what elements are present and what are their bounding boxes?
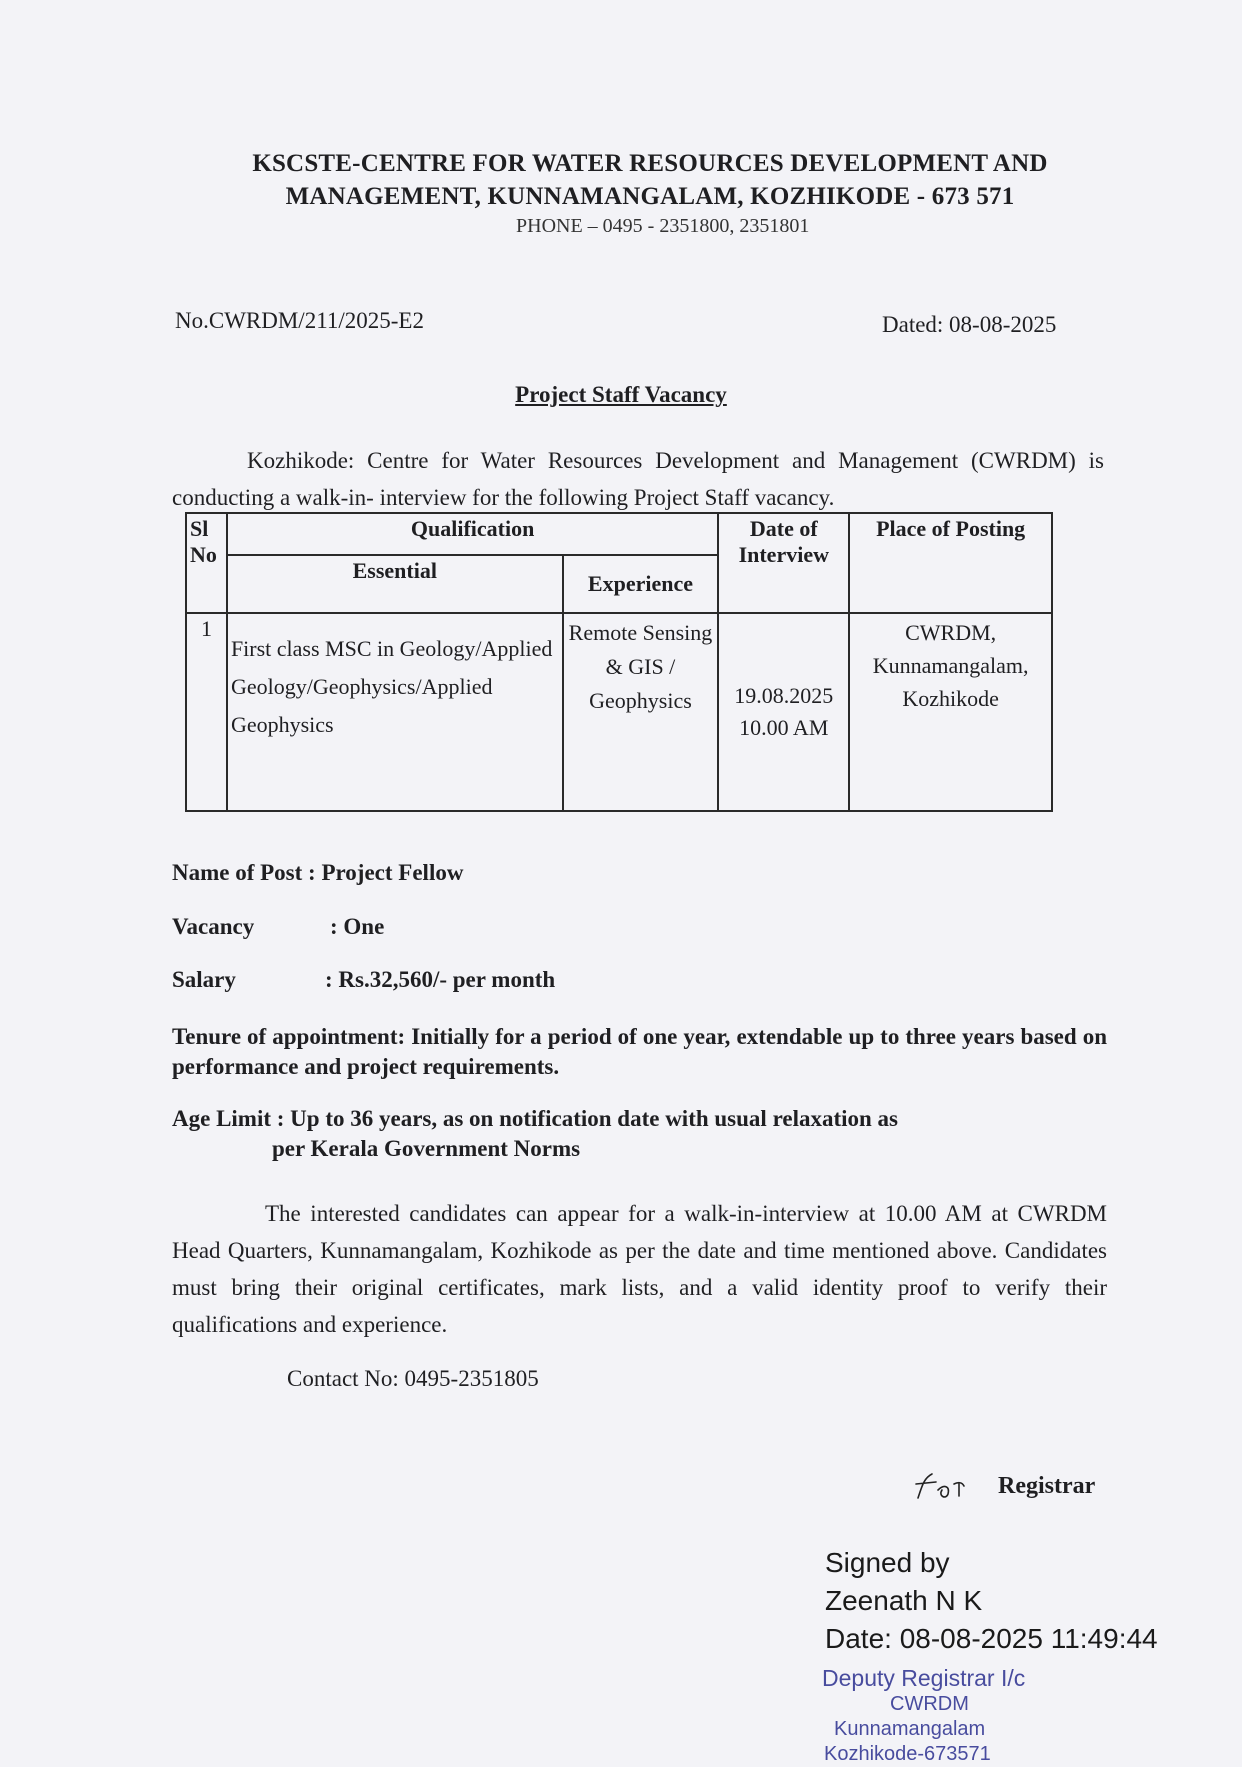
age-limit-value: Up to 36 years, as on notification date with usual relaxation as [290,1106,898,1131]
page-title: Project Staff Vacancy [515,382,727,407]
tenure-label: Tenure of appointment: [172,1024,406,1049]
post-value: Project Fellow [321,860,464,885]
signer-name: Zeenath N K [825,1585,983,1616]
handwritten-signature-icon [912,1468,987,1506]
stamp-pincode: Kozhikode-673571 [824,1743,991,1765]
table-row [186,613,1052,811]
digital-signature-block [825,1544,1158,1658]
age-limit-row [172,1106,898,1132]
registrar-label: Registrar [998,1473,1096,1499]
instructions-paragraph: The interested candidates can appear for a walk-in-interview at 10.00 AM at CWRDM Head Quarters, Kunnamangalam, Kozhikode as per the date and time mentioned above. Candidates must bring their original certificates, mark lists, and a valid identity proof to verify their qualifications and experience. [172,1201,1107,1337]
post-row [172,860,463,886]
cell-sl: 1 [186,613,227,811]
salary-value: : Rs.32,560/- per month [325,967,556,992]
intro-paragraph: Kozhikode: Centre for Water Resources Development and Management (CWRDM) is conducting a walk-in- interview for the following Project Staff vacancy. [172,448,1104,510]
cell-place: CWRDM, Kunnamangalam, Kozhikode [849,613,1052,811]
stamp-org: CWRDM [890,1693,969,1715]
contact-number: Contact No: 0495-2351805 [287,1366,539,1391]
vacancy-label: Vacancy [172,914,255,939]
cell-date: 19.08.2025 10.00 AM [718,613,849,811]
reference-number: No.CWRDM/211/2025-E2 [175,308,424,333]
salary-label: Salary [172,967,236,992]
signed-by-label: Signed by [825,1547,950,1578]
header-date-of-interview: Date of Interview [718,513,849,613]
age-limit-label: Age Limit : [172,1106,285,1131]
stamp-place: Kunnamangalam [834,1718,986,1740]
header-qualification: Qualification [227,513,718,555]
header-line-1: KSCSTE-CENTRE FOR WATER RESOURCES DEVELOPMENT AND [252,150,1048,177]
header-essential: Essential [227,555,563,613]
header-phone: PHONE – 0495 - 2351800, 2351801 [516,215,810,237]
vacancy-value: : One [330,914,385,939]
header-line-2: MANAGEMENT, KUNNAMANGALAM, KOZHIKODE - 673 571 [285,183,1015,210]
vacancy-table [185,512,1053,812]
age-limit-value-continued: per Kerala Government Norms [272,1136,581,1161]
header-experience: Experience [563,555,719,613]
date-line: Dated: 08-08-2025 [882,312,1057,337]
tenure-value: Initially for a period of one year, extendable up to three years based on performance and project requirements. [172,1024,1108,1079]
tenure-row [172,1022,1107,1082]
post-label: Name of Post : [172,860,316,885]
official-stamp [822,1665,1025,1767]
stamp-designation: Deputy Registrar I/c [822,1665,1026,1691]
cell-essential: First class MSC in Geology/Applied Geology/Geophysics/Applied Geophysics [227,613,563,811]
header-place-of-posting: Place of Posting [849,513,1052,613]
header-sl-no: Sl No [186,513,227,613]
signature-date: Date: 08-08-2025 11:49:44 [825,1623,1158,1654]
cell-experience: Remote Sensing & GIS / Geophysics [563,613,719,811]
